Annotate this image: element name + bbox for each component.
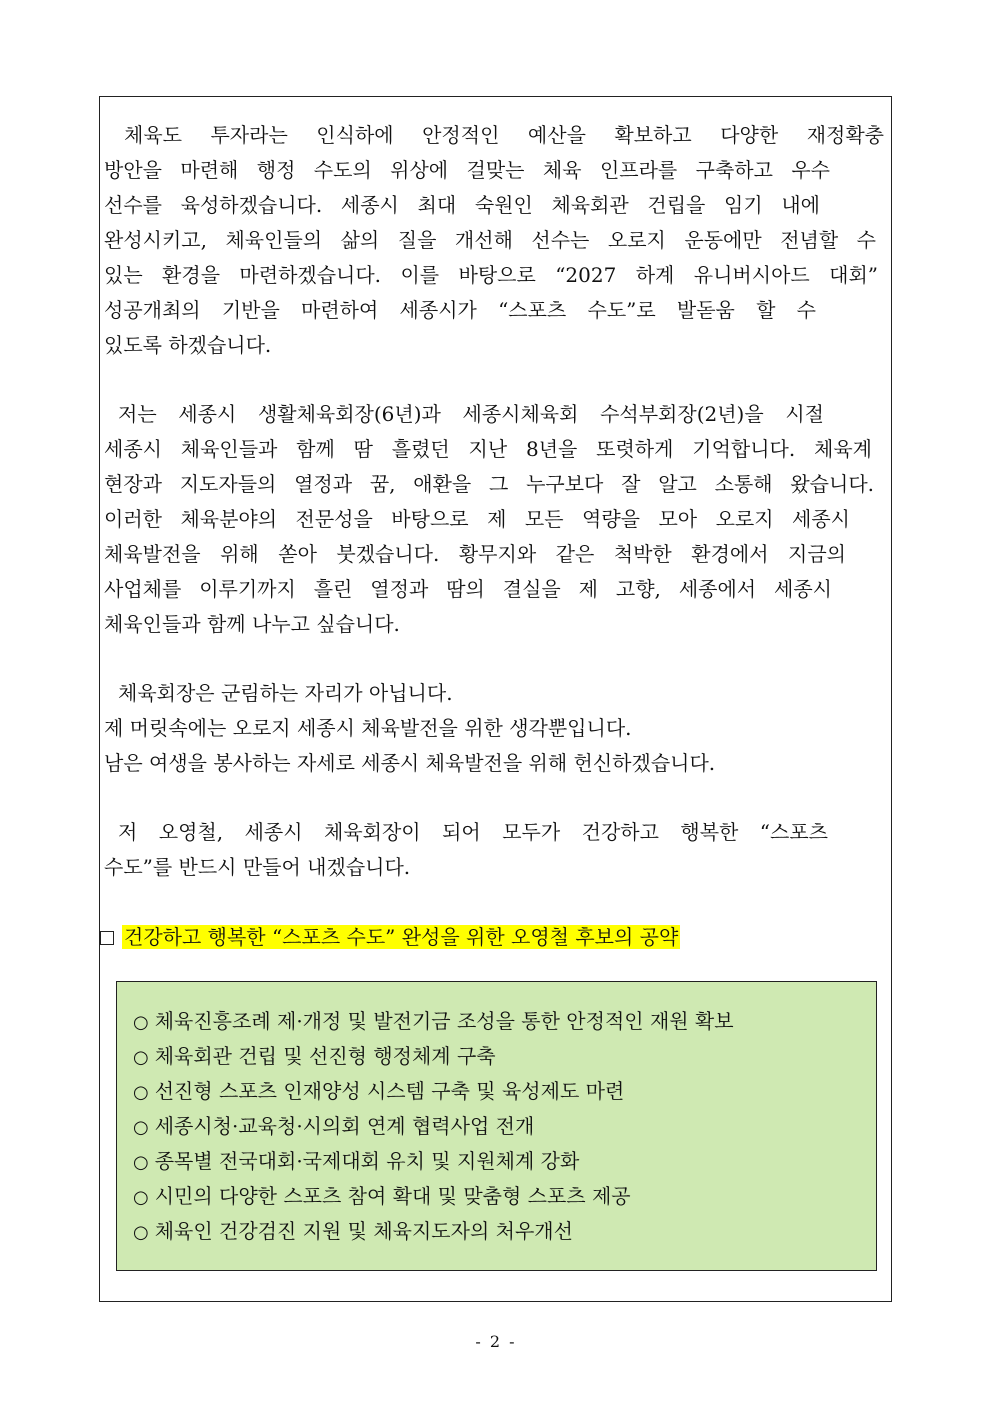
text-line: 있도록 하겠습니다.	[104, 333, 272, 357]
pledge-text: 세종시청·교육청·시의회 연계 협력사업 전개	[154, 1114, 535, 1138]
pledge-text: 선진형 스포츠 인재양성 시스템 구축 및 육성제도 마련	[154, 1079, 625, 1103]
checkbox-icon	[100, 931, 114, 945]
circle-bullet-icon: ○	[133, 1117, 149, 1138]
text-line: 선수를 육성하겠습니다. 세종시 최대 숙원인 체육회관 건립을 임기 내에	[104, 193, 820, 217]
text-line: 현장과 지도자들의 열정과 꿈, 애환을 그 누구보다 잘 알고 소통해 왔습니다.	[104, 472, 874, 496]
pledge-item	[117, 1214, 876, 1249]
text-line: 제 머릿속에는 오로지 세종시 체육발전을 위한 생각뿐입니다.	[104, 716, 632, 740]
circle-bullet-icon: ○	[133, 1012, 149, 1033]
text-line: 방안을 마련해 행정 수도의 위상에 걸맞는 체육 인프라를 구축하고 우수	[104, 158, 830, 182]
text-line: 체육도 투자라는 인식하에 안정적인 예산을 확보하고 다양한 재정확충	[124, 123, 885, 147]
text-line: 세종시 체육인들과 함께 땀 흘렸던 지난 8년을 또렷하게 기억합니다. 체육계	[104, 437, 872, 461]
pledge-text: 체육인 건강검진 지원 및 체육지도자의 처우개선	[154, 1219, 573, 1243]
text-line: 수도”를 반드시 만들어 내겠습니다.	[104, 855, 411, 879]
pledge-heading	[100, 920, 680, 955]
circle-bullet-icon: ○	[133, 1082, 149, 1103]
text-line: 사업체를 이루기까지 흘린 열정과 땀의 결실을 제 고향, 세종에서 세종시	[104, 577, 832, 601]
text-line: 이러한 체육분야의 전문성을 바탕으로 제 모든 역량을 모아 오로지 세종시	[104, 507, 850, 531]
circle-bullet-icon: ○	[133, 1047, 149, 1068]
circle-bullet-icon: ○	[133, 1152, 149, 1173]
pledge-box	[116, 981, 877, 1271]
paragraph-budget	[104, 118, 884, 363]
paragraph-experience	[104, 397, 884, 642]
paragraph-service	[104, 676, 884, 781]
text-line: 체육인들과 함께 나누고 싶습니다.	[104, 612, 400, 636]
pledge-text: 종목별 전국대회·국제대회 유치 및 지원체계 강화	[154, 1149, 580, 1173]
pledge-item	[117, 1144, 876, 1179]
page-number: - 2 -	[475, 1332, 517, 1351]
pledge-heading-text: 건강하고 행복한 “스포츠 수도” 완성을 위한 오영철 후보의 공약	[124, 925, 679, 949]
pledge-item	[117, 1179, 876, 1214]
pledge-item	[117, 1109, 876, 1144]
pledge-item	[117, 1004, 876, 1039]
pledge-text: 체육진흥조례 제·개정 및 발전기금 조성을 통한 안정적인 재원 확보	[154, 1009, 734, 1033]
circle-bullet-icon: ○	[133, 1222, 149, 1243]
pledge-text: 시민의 다양한 스포츠 참여 확대 및 맞춤형 스포츠 제공	[154, 1184, 631, 1208]
text-line: 체육발전을 위해 쏟아 붓겠습니다. 황무지와 같은 척박한 환경에서 지금의	[104, 542, 846, 566]
text-line: 남은 여생을 봉사하는 자세로 세종시 체육발전을 위해 헌신하겠습니다.	[104, 751, 716, 775]
text-line: 체육회장은 군림하는 자리가 아닙니다.	[118, 681, 453, 705]
circle-bullet-icon: ○	[133, 1187, 149, 1208]
text-line: 저 오영철, 세종시 체육회장이 되어 모두가 건강하고 행복한 “스포츠	[118, 820, 828, 844]
text-line: 성공개최의 기반을 마련하여 세종시가 “스포츠 수도”로 발돋움 할 수	[104, 298, 816, 322]
pledge-text: 체육회관 건립 및 선진형 행정체계 구축	[154, 1044, 496, 1068]
pledge-item	[117, 1074, 876, 1109]
text-line: 저는 세종시 생활체육회장(6년)과 세종시체육회 수석부회장(2년)을 시절	[118, 402, 824, 426]
text-line: 완성시키고, 체육인들의 삶의 질을 개선해 선수는 오로지 운동에만 전념할 수	[104, 228, 876, 252]
paragraph-pledge-statement	[104, 815, 884, 885]
text-line: 있는 환경을 마련하겠습니다. 이를 바탕으로 “2027 하계 유니버시아드 대회”	[104, 263, 878, 287]
pledge-item	[117, 1039, 876, 1074]
